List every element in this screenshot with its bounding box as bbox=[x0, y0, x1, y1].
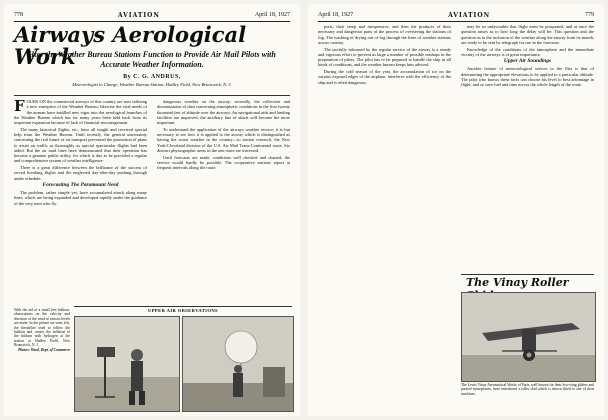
drop-cap: F bbox=[14, 99, 25, 115]
paragraph: ports, their steep and inexpensive, and then the products of their necessary and dangerous parts of the process of overseeing the stations of fog. The washing of drying out of fog through the lines of weather stations across country. bbox=[318, 24, 451, 45]
text-column-4 bbox=[461, 24, 594, 270]
text-column-3 bbox=[318, 24, 451, 412]
article-byline: By C. G. ANDRUS, bbox=[123, 74, 181, 80]
text-column-1 bbox=[14, 99, 147, 304]
page-number: 779 bbox=[584, 12, 594, 18]
article-headline: Airways Aerological Work bbox=[14, 22, 247, 69]
running-title: AVIATION bbox=[117, 11, 160, 19]
article-deck: How the Weather Bureau Stations Function to Provide Air Mail Pilots with Accurate Weather Information. bbox=[28, 50, 276, 69]
text-column-2 bbox=[157, 99, 290, 304]
caption-text: With the aid of a small free balloon, observations on the velocity and direction of the wind at various levels are made. In the picture are seen, left, the theodolite used to follow the balloon and, center, the inflation of the balloon with hydrogen at the station at Hadley Field, New Brunswick, N. J. bbox=[14, 308, 70, 348]
divider bbox=[14, 95, 290, 96]
paragraph: Knowledge of the conditions of the atmosphere and the immediate vicinity of the airways is of great importance. bbox=[461, 46, 594, 57]
paragraph: may be so unfavorable that flight must be postponed, and at once the question arises as to how long the delay will be. This question and the question as to the inclusion of the weather along the airway from its mouth, are ready to be sent by telegraph for use in the forecasts. bbox=[461, 24, 594, 45]
section-subhead: Upper Air Soundings bbox=[503, 58, 552, 64]
running-head-right bbox=[318, 10, 594, 22]
paragraph: The tactfully informed by the regular service of the airway is a steady and vigorous effort to prevent as large a number of possible mishaps in the preparation of pilots. The pilot has to be prepared to handle the ship in all kinds of conditions, and the weather bureau keeps him advised. bbox=[318, 46, 451, 68]
issue-date: April 18, 1927 bbox=[318, 12, 354, 18]
right-page bbox=[308, 4, 604, 416]
roller-skid-drawing bbox=[462, 293, 595, 381]
paragraph: The many historical flights, etc., have all sought and received special help from the Weather Bureau. Until recently, the general uncertainty concerning the real future of air transport prevented the promotion of plans to assist air traffic as thoroughly as special spectacular flights had been aided. But the air mail lines have demonstrated that their operation has become a genuine public utility, for which is due to be provided a regular and comprehensive system of weather intelligence. bbox=[14, 126, 147, 164]
divider bbox=[74, 306, 292, 307]
running-head-left bbox=[14, 10, 290, 22]
author-affiliation: Meteorologist in Charge, Weather Bureau Station, Hadley Field, New Brunswick, N. J. bbox=[72, 82, 232, 87]
running-title: AVIATION bbox=[448, 11, 491, 19]
left-page bbox=[4, 4, 300, 416]
section-subhead: Forecasting The Paramount Need bbox=[42, 181, 119, 188]
paragraph: There is a great difference between the brilliance of the success of record breaking flights and the neglected day-after-day pushing through under schedule. bbox=[14, 165, 147, 181]
paragraph: To understand the application of the airways weather service, it is but necessary to see how it is applied to the airway which is distinguished as having the worst weather in the country—to station research, the New York-Cleveland division of the U.S. Air Mail Trans-Continental route. Six distinct physiographic areas in the one route are traversed. bbox=[157, 126, 290, 153]
photo-credit: Photos: Ward, Dept. of Commerce bbox=[18, 347, 70, 352]
photo-caption bbox=[14, 308, 70, 352]
paragraph: dangerous weather on the airway; secondly, the collection and dissemination of data concerning atmospheric conditions in the first twenty thousand feet of altitude over the airways. An navigational aids and landing facilities are improved, the auxiliary line of attack will become the more important. bbox=[157, 99, 290, 125]
box-title: The Vinay Roller bbox=[466, 276, 569, 289]
paragraph: OURS ON the commercial airways of this country are now utilizing a new enterprise of the Weather Bureau; likewise the vital needs of the airman have instilled new vigor into the aerological branches of the Weather Bureau which has for many years been held back from its important expansion because of lack of financial encouragement. bbox=[14, 99, 147, 125]
balloon-photo-drawing bbox=[183, 317, 293, 411]
divider bbox=[461, 274, 594, 275]
issue-date: April 18, 1927 bbox=[254, 12, 290, 18]
roller-skid-photo bbox=[461, 292, 596, 382]
page-number: 778 bbox=[14, 12, 23, 18]
theodolite-photo bbox=[74, 316, 180, 412]
box-caption: The Lewis Vinay Aeronautical Works of Paris, well known for their low-wing gliders and parasol monoplanes, have introduced a roller skid which is shown fitted to one of their machines. bbox=[461, 383, 594, 396]
paragraph: The problem, rather simple yet, have accumulated attack along many lines, which are being expanded and developed rapidly under the guidance of the very men who fly. bbox=[14, 190, 147, 206]
balloon-photo bbox=[182, 316, 294, 412]
paragraph: Until forecasts are made, conditions well checked and charted, the service would hardly be possible. The cooperative stations report at frequent intervals along the route. bbox=[157, 154, 290, 170]
photo-title: UPPER AIR OBSERVATIONS bbox=[148, 308, 218, 313]
paragraph: During the cold season of the year, the accumulation of ice on the various exposed edges of the airplane, interferes with the efficiency of the ship and is often dangerous. bbox=[318, 69, 451, 85]
paragraph: Another feature of meteorological service to the flier is that of determining the appropriate elevations to be applied to a particular altitude. The pilot who knows these facts can choose his level to best advantage in flight, and so save fuel and time across the whole length of the route. bbox=[461, 66, 594, 87]
theodolite-photo-drawing bbox=[75, 317, 179, 411]
